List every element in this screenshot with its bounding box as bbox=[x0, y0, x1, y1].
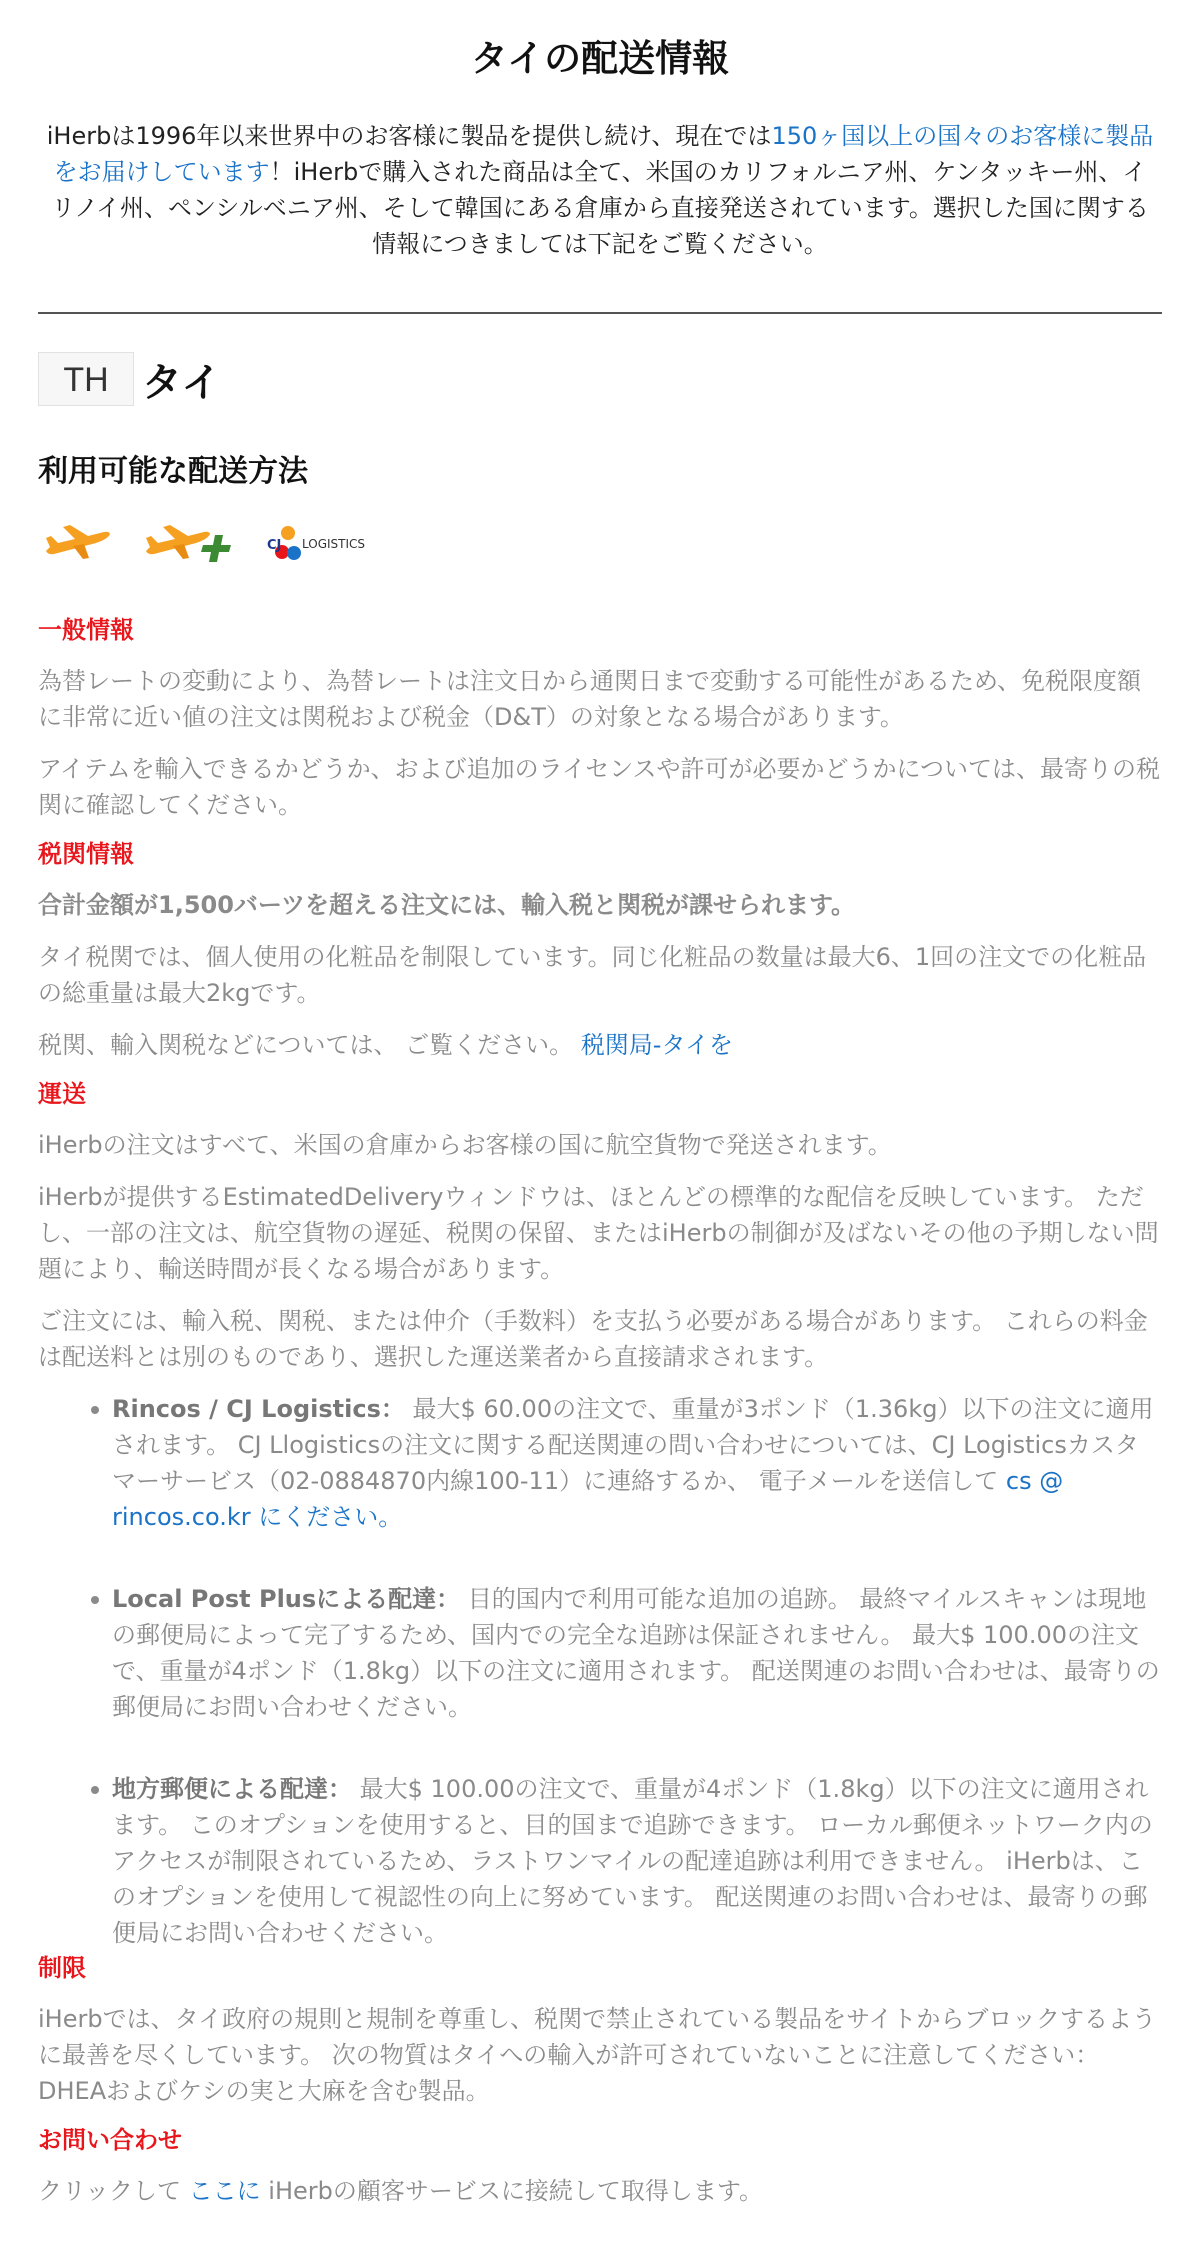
intro-text-pre: iHerbは1996年以来世界中のお客様に製品を提供し続け、現在では bbox=[46, 122, 772, 150]
cj-logo-mark: CJ bbox=[267, 538, 282, 553]
contact-text-pre: クリックして bbox=[38, 2177, 189, 2205]
customs-info-paragraph-2: タイ税関では、個人使用の化粧品を制限しています。同じ化粧品の数量は最大6、1回の注文での化粧品の総重量は最大2kgです。 bbox=[38, 943, 1147, 1007]
shipping-paragraph-3: ご注文には、輸入税、関税、または仲介（手数料）を支払う必要がある場合があります。 これらの料金は配送料とは別のものであり、選択した運送業者から直接請求されます。 bbox=[38, 1307, 1148, 1371]
cj-logistics-logo bbox=[262, 521, 382, 569]
contact-text-post: iHerbの顧客サービスに接続して取得します。 bbox=[260, 2177, 763, 2205]
countries-link[interactable]: 150ヶ国以上の国々のお客様に製品をお届けしています bbox=[53, 122, 1154, 186]
customer-service-link[interactable]: ここに bbox=[188, 2177, 261, 2205]
shipping-methods-heading: 利用可能な配送方法 bbox=[38, 454, 308, 489]
shipping-paragraph-1: iHerbの注文はすべて、米国の倉庫からお客様の国に航空貨物で発送されます。 bbox=[38, 1131, 892, 1159]
list-item bbox=[112, 1581, 1162, 1725]
carrier-label: Rincos / CJ Logistics： bbox=[112, 1395, 405, 1423]
country-name: タイ bbox=[142, 359, 222, 406]
page-title: タイの配送情報 bbox=[470, 37, 730, 80]
logistics-logo-text: LOGISTICS bbox=[302, 537, 366, 551]
customs-info-paragraph-3 bbox=[38, 1027, 1162, 1063]
customs-info-paragraph-1 bbox=[38, 887, 1162, 923]
customs-info-heading: 税関情報 bbox=[38, 840, 134, 868]
carrier-label: Local Post Plusによる配達： bbox=[112, 1585, 461, 1613]
shipping-carrier-list bbox=[38, 1391, 1162, 1951]
carrier-description: 最大$ 60.00の注文で、重量が3ポンド（1.36kg）以下の注文に適用されます。 CJ Llogisticsの注文に関する配送関連の問い合わせについては、CJ Logisticsカスタマーサービス（02-0884870内線100-11）に連絡するか、 電子メールを送信して bbox=[112, 1395, 1154, 1495]
customs-threshold-text: 合計金額が1,500バーツを超える注文には、輸入税と関税が課せられます。 bbox=[38, 891, 856, 919]
general-info-paragraph-1: 為替レートの変動により、為替レートは注文日から通関日まで変動する可能性があるため、免税限度額に非常に近い値の注文は関税および税金（D&T）の対象となる場合があります。 bbox=[38, 667, 1142, 731]
carrier-label: 地方郵便による配達： bbox=[112, 1775, 352, 1803]
restrictions-paragraph: iHerbでは、タイ政府の規則と規制を尊重し、税関で禁止されている製品をサイトからブロックするように最善を尽くしています。 次の物質はタイへの輸入が許可されていないことに注意してください：DHEAおよびケシの実と大麻を含む製品。 bbox=[38, 2005, 1156, 2105]
list-item bbox=[112, 1771, 1162, 1951]
carrier-description: 目的国内で利用可能な追加の追跡。 最終マイルスキャンは現地の郵便局によって完了するため、国内での完全な追跡は保証されません。 最大$ 100.00の注文で、重量が4ポンド（1.8kg）以下の注文に適用されます。 配送関連のお問い合わせは、最寄りの郵便局にお問い合わせください。 bbox=[112, 1585, 1160, 1721]
shipping-heading: 運送 bbox=[38, 1080, 86, 1108]
shipping-paragraph-2: iHerbが提供するEstimatedDeliveryウィンドウは、ほとんどの標準的な配信を反映しています。 ただし、一部の注文は、航空貨物の遅延、税関の保留、またはiHerbの制御が及ばないその他の予期しない問題により、輸送時間が長くなる場合があります。 bbox=[38, 1183, 1159, 1283]
customs-link-pre: 税関、輸入関税などについては、 ご覧ください。 bbox=[38, 1031, 581, 1059]
divider bbox=[38, 312, 1162, 314]
contact-paragraph bbox=[38, 2173, 1162, 2209]
restrictions-heading: 制限 bbox=[38, 1954, 86, 1982]
airplane-icon bbox=[38, 521, 114, 569]
airplane-plus-icon bbox=[138, 521, 238, 569]
country-header bbox=[38, 351, 1162, 407]
list-item bbox=[112, 1391, 1162, 1535]
customs-department-link[interactable]: 税関局-タイを bbox=[580, 1031, 733, 1059]
intro-text-post: ！iHerbで購入された商品は全て、米国のカリフォルニア州、ケンタッキー州、イリノイ州、ペンシルベニア州、そして韓国にある倉庫から直接発送されています。選択した国に関する情報につきましては下記をご覧ください。 bbox=[51, 158, 1149, 258]
country-flag-code: TH bbox=[38, 352, 134, 406]
email-link[interactable]: cs @ rincos.co.kr にください。 bbox=[112, 1467, 1064, 1531]
intro-paragraph bbox=[46, 118, 1154, 262]
general-info-heading: 一般情報 bbox=[38, 616, 134, 644]
contact-heading: お問い合わせ bbox=[38, 2126, 182, 2154]
carrier-description: 最大$ 100.00の注文で、重量が4ポンド（1.8kg）以下の注文に適用されます。 このオプションを使用すると、目的国まで追跡できます。 ローカル郵便ネットワーク内のアクセスが制限されているため、ラストワンマイルの配達追跡は利用できません。 iHerbは、このオプションを使用して視認性の向上に努めています。 配送関連のお問い合わせは、最寄りの郵便局にお問い合わせください。 bbox=[112, 1775, 1153, 1947]
general-info-paragraph-2: アイテムを輸入できるかどうか、および追加のライセンスや許可が必要かどうかについては、最寄りの税関に確認してください。 bbox=[38, 755, 1160, 819]
shipping-methods-icons bbox=[38, 521, 1162, 569]
